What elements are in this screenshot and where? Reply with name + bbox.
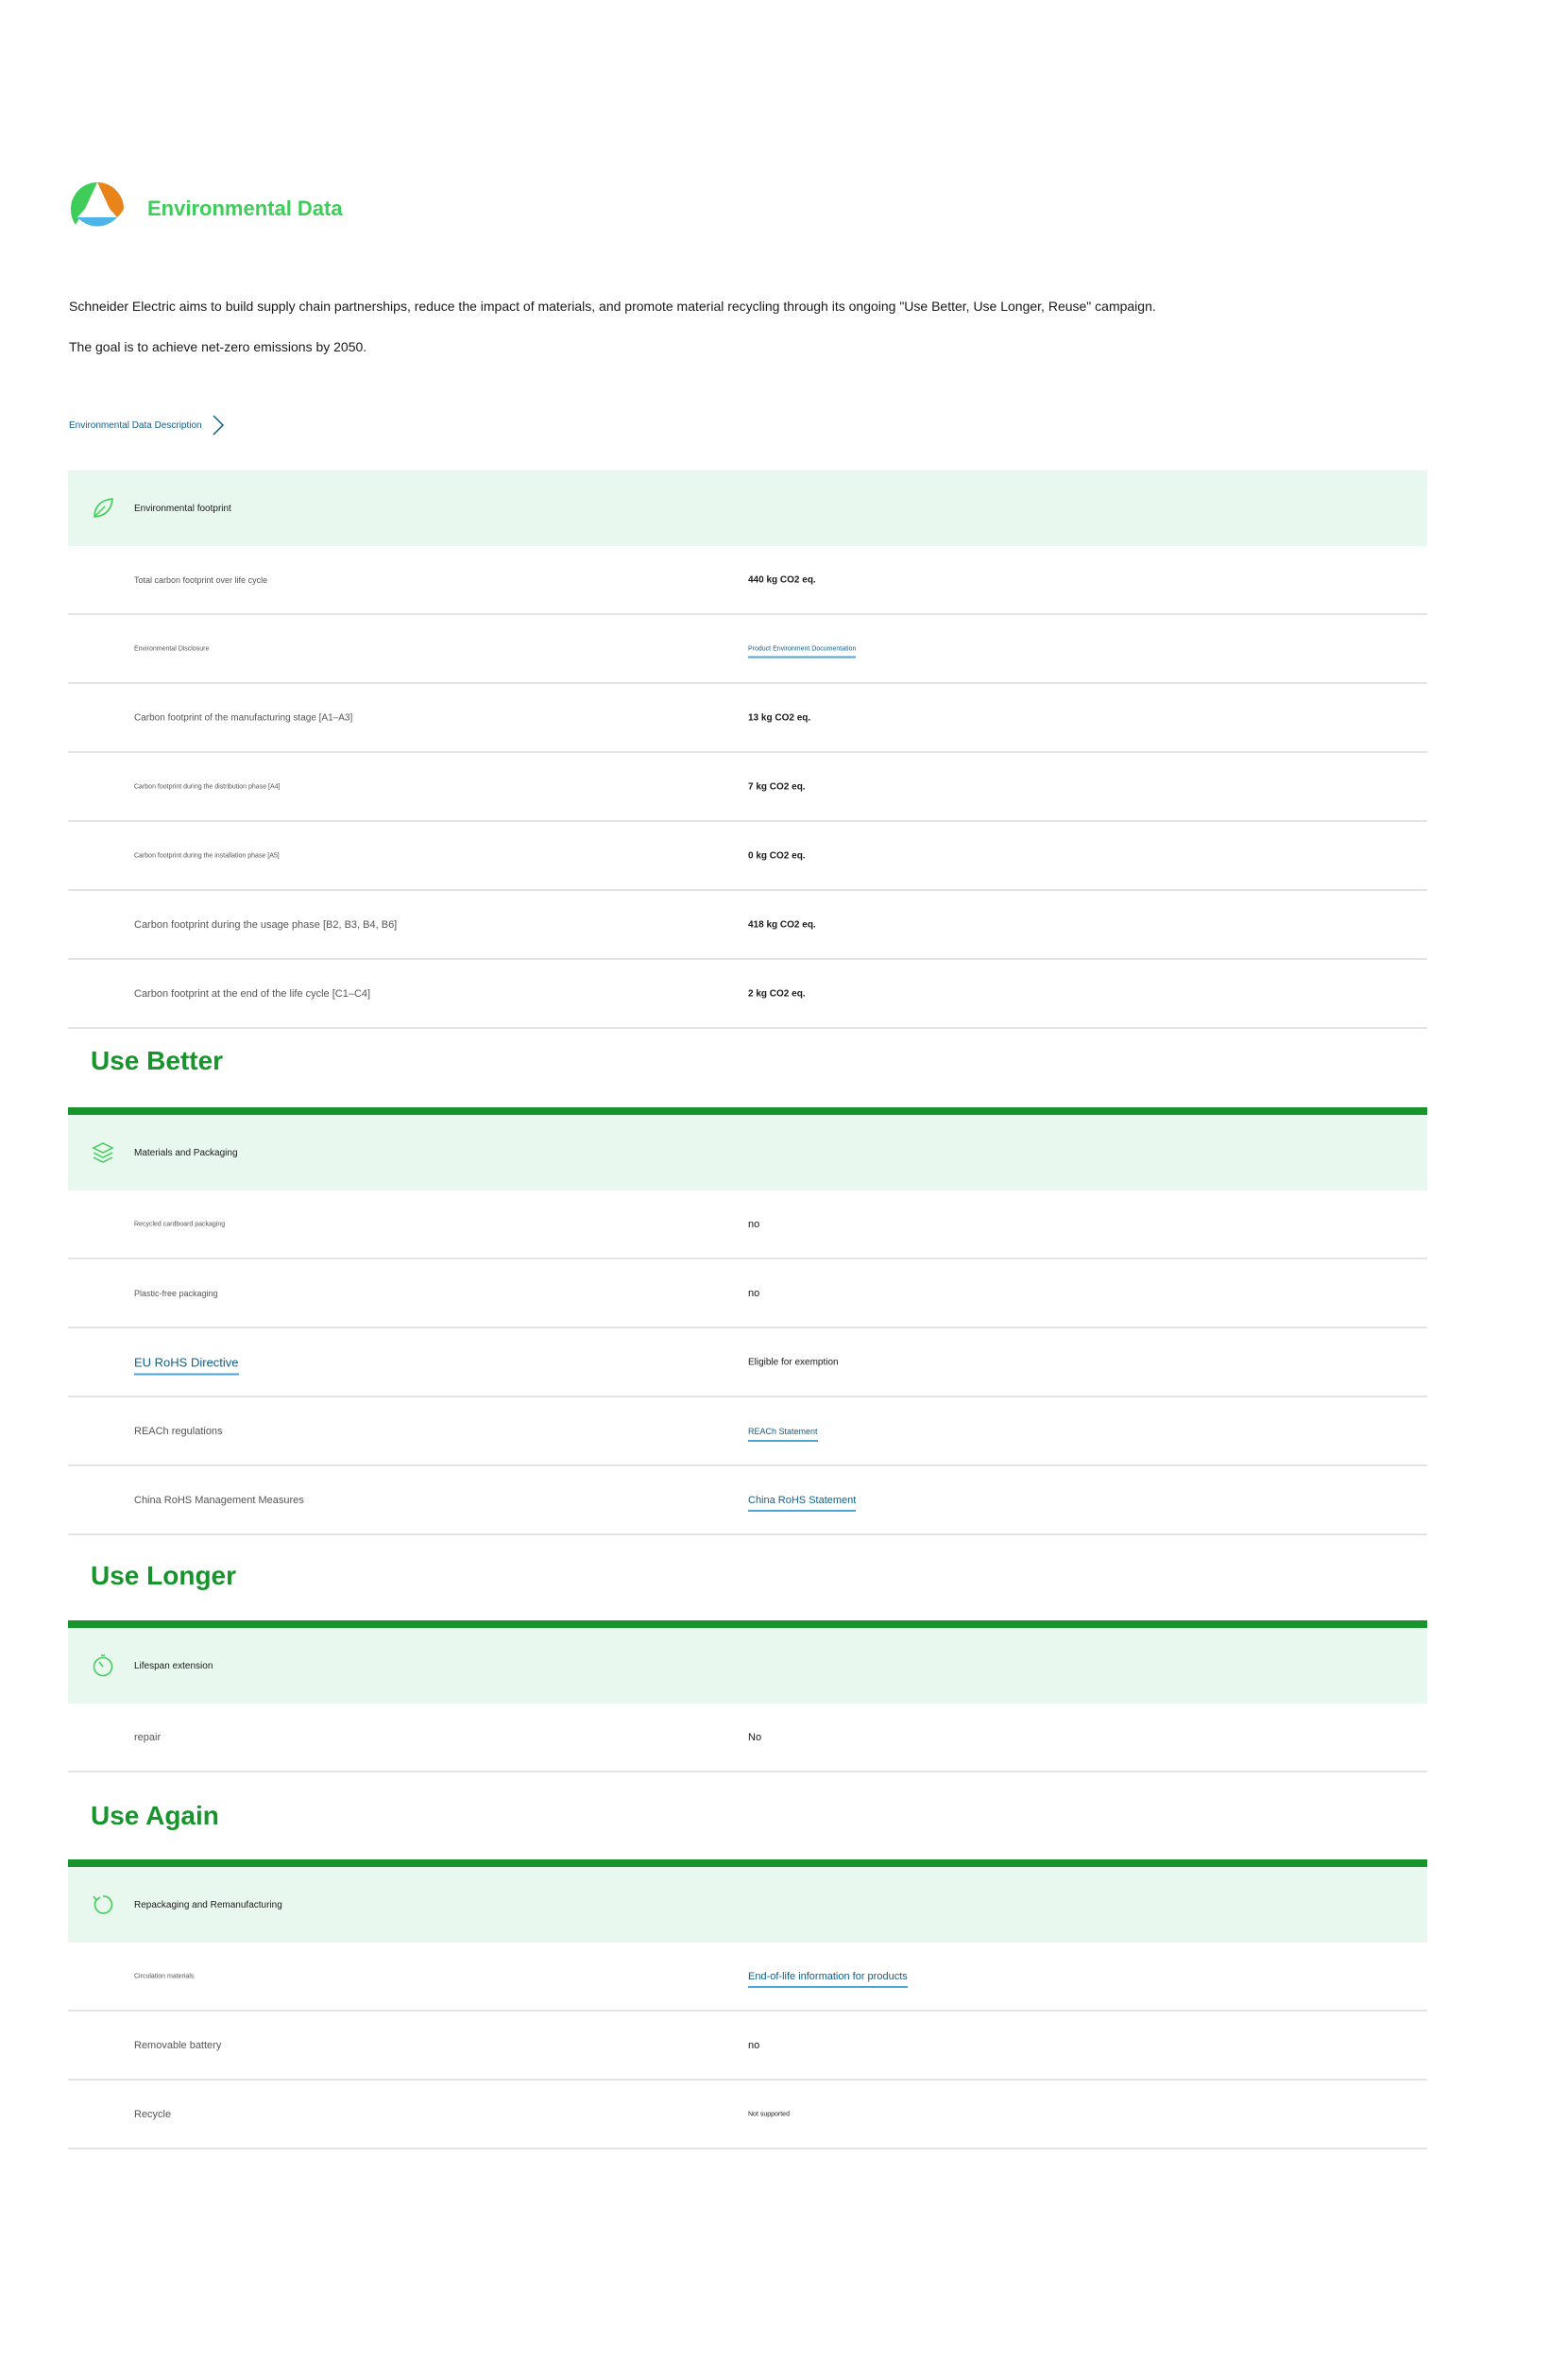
table-row	[68, 1943, 1427, 2012]
row-key: Carbon footprint during the usage phase [B2, B3, B4, B6]	[134, 918, 398, 931]
row-key: Recycle	[134, 2108, 172, 2120]
section-band	[68, 1115, 1427, 1190]
row-key: repair	[134, 1731, 162, 1743]
reach-statement-link[interactable]: REACh Statement	[748, 1427, 818, 1442]
description-link-label: Environmental Data Description	[69, 419, 202, 431]
section-label: Environmental footprint	[134, 503, 231, 514]
row-value: 2 kg CO2 eq.	[748, 988, 806, 999]
row-value: 13 kg CO2 eq.	[748, 712, 811, 723]
table-row	[68, 615, 1427, 684]
row-value: no	[748, 1287, 760, 1299]
use-again-heading: Use Again	[91, 1801, 219, 1830]
row-value: Not supported	[748, 2111, 790, 2117]
intro-goal: The goal is to achieve net-zero emissions by 2050.	[69, 339, 367, 354]
table-row	[68, 960, 1427, 1029]
use-longer-heading: Use Longer	[91, 1561, 237, 1590]
page-header	[68, 180, 343, 238]
stopwatch-icon	[91, 1653, 115, 1678]
lifespan-extension-section	[68, 1620, 1427, 1772]
row-key: Circulation materials	[134, 1973, 195, 1979]
table-row	[68, 891, 1427, 960]
row-value: 418 kg CO2 eq.	[748, 919, 816, 930]
table-row	[68, 2012, 1427, 2080]
table-row	[68, 753, 1427, 822]
row-value	[748, 1427, 818, 1436]
section-divider	[68, 1107, 1427, 1115]
use-better-heading: Use Better	[91, 1046, 224, 1075]
row-value: 0 kg CO2 eq.	[748, 850, 806, 861]
product-environment-documentation-link[interactable]: Product Environment Documentation	[748, 645, 856, 658]
row-key	[134, 1355, 239, 1369]
section-band	[68, 1867, 1427, 1943]
leaf-icon	[91, 496, 115, 521]
row-key: Removable battery	[134, 2039, 222, 2051]
eu-rohs-directive-link[interactable]: EU RoHS Directive	[134, 1355, 239, 1375]
row-key: Carbon footprint at the end of the life cycle [C1–C4]	[134, 987, 371, 1000]
row-key: Plastic-free packaging	[134, 1288, 218, 1298]
section-divider	[68, 1620, 1427, 1628]
row-key: Carbon footprint during the distribution phase [A4]	[134, 783, 281, 790]
environmental-footprint-section	[68, 471, 1427, 1029]
intro-paragraph: Schneider Electric aims to build supply chain partnerships, reduce the impact of materials, and promote material recycling through its ongoing "Use Better, Use Longer, Reuse" campaign.	[69, 299, 1156, 314]
row-key: Environmental Disclosure	[134, 645, 210, 652]
table-row	[68, 1704, 1427, 1772]
repackaging-remanufacturing-section	[68, 1859, 1427, 2149]
section-divider	[68, 1859, 1427, 1867]
row-key: Total carbon footprint over life cycle	[134, 574, 268, 585]
row-value: no	[748, 2039, 760, 2051]
row-value: no	[748, 1218, 760, 1230]
section-label: Repackaging and Remanufacturing	[134, 1899, 282, 1910]
table-row	[68, 1466, 1427, 1535]
china-rohs-statement-link[interactable]: China RoHS Statement	[748, 1495, 856, 1512]
row-key: REACh regulations	[134, 1425, 223, 1437]
table-row	[68, 822, 1427, 891]
environment-logo-icon	[68, 180, 127, 238]
end-of-life-information-link[interactable]: End-of-life information for products	[748, 1971, 908, 1988]
row-key: Recycled cardboard packaging	[134, 1221, 226, 1227]
row-key: Carbon footprint of the manufacturing stage [A1–A3]	[134, 712, 353, 723]
row-key: China RoHS Management Measures	[134, 1494, 304, 1506]
table-row	[68, 1190, 1427, 1259]
table-row	[68, 1397, 1427, 1466]
chevron-right-icon	[212, 414, 225, 437]
section-band	[68, 1628, 1427, 1704]
row-value	[748, 1495, 856, 1506]
table-row	[68, 1328, 1427, 1397]
row-value: No	[748, 1731, 762, 1743]
table-row	[68, 546, 1427, 615]
environmental-data-description-link[interactable]	[69, 414, 225, 437]
row-value: 7 kg CO2 eq.	[748, 781, 806, 792]
refresh-icon	[91, 1892, 115, 1917]
page-title: Environmental Data	[147, 197, 343, 220]
row-value	[748, 645, 856, 652]
materials-packaging-section	[68, 1107, 1427, 1535]
table-row	[68, 684, 1427, 753]
row-value: 440 kg CO2 eq.	[748, 574, 816, 585]
row-value	[748, 1971, 908, 1982]
section-label: Materials and Packaging	[134, 1147, 238, 1158]
layers-icon	[91, 1140, 115, 1165]
section-label: Lifespan extension	[134, 1660, 213, 1671]
row-key: Carbon footprint during the installation phase [A5]	[134, 852, 280, 859]
row-value: Eligible for exemption	[748, 1357, 839, 1367]
table-row	[68, 2080, 1427, 2149]
table-row	[68, 1259, 1427, 1328]
section-band	[68, 471, 1427, 546]
